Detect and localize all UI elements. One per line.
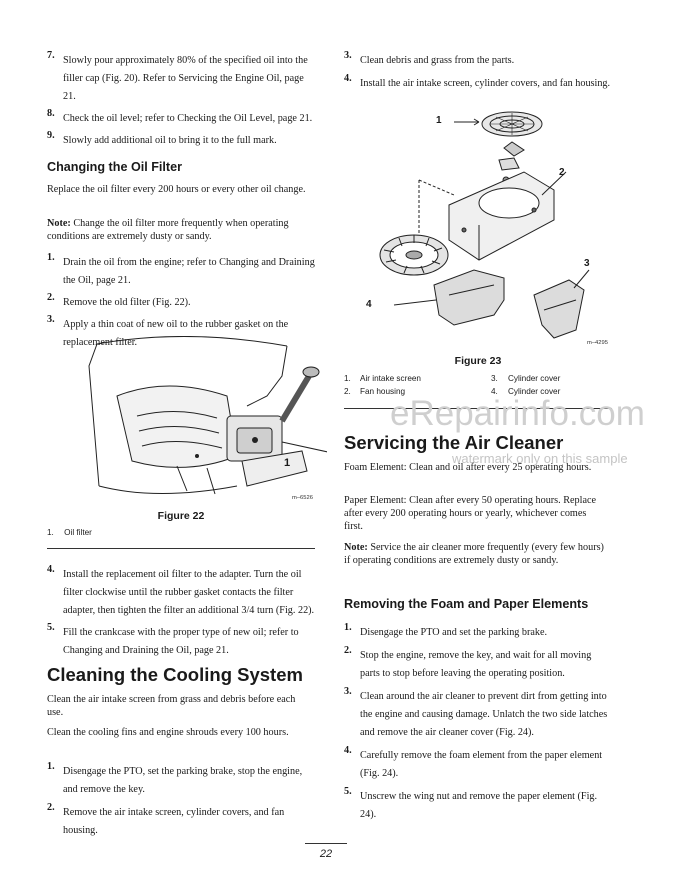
cooling-steps	[47, 761, 315, 838]
cooling-p2: Clean the cooling fins and engine shrouds every 100 hours.	[47, 727, 289, 738]
cooling-steps-continued	[344, 50, 612, 91]
legend-row: 2. Fan housing 4. Cylinder cover	[344, 387, 561, 396]
fig22-legend: 1. Oil filter	[47, 528, 92, 537]
removing-steps	[344, 622, 612, 822]
list-item: 1. Disengage the PTO and set the parking brake.	[344, 622, 548, 638]
list-item: 4. Carefully remove the foam element from the paper element (Fig. 24).	[344, 745, 603, 779]
paper-element-paragraph: Paper Element: Clean after every 50 operating hours. Replace after every 200 operating hours or yearly, whichever comes first.	[344, 495, 597, 532]
list-item: 2. Remove the air intake screen, cylinder covers, and fan housing.	[47, 802, 285, 836]
oil-change-steps-continued	[47, 50, 315, 148]
list-item: 1. Drain the oil from the engine; refer to Changing and Draining the Oil, page 21.	[47, 252, 315, 286]
air-cleaner-heading: Servicing the Air Cleaner	[344, 432, 564, 453]
oil-filter-heading: Changing the Oil Filter	[47, 160, 183, 174]
list-item: 4. Install the air intake screen, cylinder covers, and fan housing.	[344, 73, 611, 89]
cooling-heading: Cleaning the Cooling System	[47, 664, 303, 685]
fig23-callout-1: 1	[436, 115, 442, 126]
foam-element-paragraph: Foam Element: Clean and oil after every 25 operating hours.	[344, 462, 592, 473]
removing-elements-heading: Removing the Foam and Paper Elements	[344, 597, 589, 611]
list-item: 3. Apply a thin coat of new oil to the rubber gasket on the replacement filter.	[47, 314, 289, 348]
oil-filter-note: Note: Change the oil filter more frequently when operating conditions are extremely dusty or sandy.	[47, 218, 289, 242]
fig23-caption: Figure 23	[454, 355, 502, 367]
air-cleaner-note: Note: Service the air cleaner more frequently (every few hours) if operating conditions are extremely dusty or sandy.	[344, 542, 604, 566]
fig23-code: m–4295	[587, 340, 608, 346]
oil-filter-steps-2	[47, 564, 315, 658]
list-item: 2. Remove the old filter (Fig. 22).	[47, 292, 191, 308]
list-item: 8. Check the oil level; refer to Checking the Oil Level, page 21.	[47, 108, 313, 124]
fig23-callout-4: 4	[366, 299, 372, 310]
list-item: 5. Unscrew the wing nut and remove the paper element (Fig. 24).	[344, 786, 598, 820]
oil-filter-intro: Replace the oil filter every 200 hours or every other oil change.	[47, 184, 306, 195]
fig22-code: m–6526	[292, 495, 313, 501]
watermark-sub: watermark only on this sample	[452, 451, 628, 466]
fig22-caption: Figure 22	[157, 510, 205, 522]
list-item: 3. Clean debris and grass from the parts.	[344, 50, 515, 66]
list-item: 1. Disengage the PTO, set the parking brake, stop the engine, and remove the key.	[47, 761, 303, 795]
watermark-main: eRepairinfo.com	[390, 394, 645, 433]
page-number: 22	[319, 848, 333, 860]
list-item: 7. Slowly pour approximately 80% of the specified oil into the filler cap (Fig. 20). Refer to Servicing the Engine Oil, page 21.	[47, 50, 308, 102]
oil-filter-illustration	[77, 336, 327, 506]
fig23-callout-3: 3	[584, 258, 590, 269]
list-item: 4. Install the replacement oil filter to the adapter. Turn the oil filter clockwise until the rubber gasket contacts the filter adapter, then tighten the filter an additional 3/4 turn (Fig. 22).	[47, 564, 315, 616]
list-item: 3. Clean around the air cleaner to prevent dirt from getting into the engine and causing damage. Unlatch the two side latches and remove the air cleaner cover (Fig. 24).	[344, 686, 608, 738]
list-item: 2. Stop the engine, remove the key, and wait for all moving parts to stop before leaving the operating position.	[344, 645, 592, 679]
legend-row: 1. Air intake screen 3. Cylinder cover	[344, 374, 561, 383]
list-item: 5. Fill the crankcase with the proper type of new oil; refer to Changing and Draining the Oil, page 21.	[47, 622, 299, 656]
list-item: 9. Slowly add additional oil to bring it to the full mark.	[47, 130, 277, 146]
cooling-p1: Clean the air intake screen from grass and debris before each use.	[47, 694, 296, 718]
fig23-callout-2: 2	[559, 167, 565, 178]
cooling-parts-illustration	[354, 100, 614, 345]
fig22-callout-1: 1	[284, 457, 291, 469]
footer-rule	[305, 843, 347, 844]
divider	[47, 548, 315, 549]
